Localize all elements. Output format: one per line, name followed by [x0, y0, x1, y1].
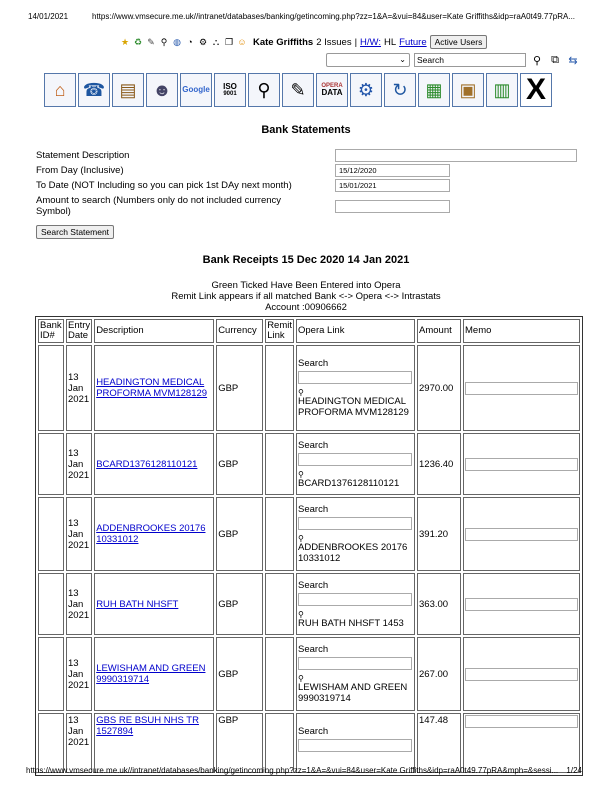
cell-bank-id: [38, 637, 64, 711]
future-link[interactable]: Future: [399, 36, 427, 48]
iso-icon[interactable]: [214, 73, 246, 107]
close-icon[interactable]: X: [520, 73, 552, 107]
users-icon[interactable]: ☻: [146, 73, 178, 107]
cell-amount: 2970.00: [417, 345, 461, 431]
cell-remit: [265, 637, 294, 711]
statement-form: [36, 148, 581, 219]
opera-search-input[interactable]: [298, 593, 412, 606]
opera-search-label: Search: [298, 439, 329, 451]
smiley-icon[interactable]: ☺: [237, 37, 247, 47]
opera-search-label: Search: [298, 644, 329, 655]
cell-memo: [463, 345, 580, 431]
magnifier-icon[interactable]: ⚲: [160, 37, 168, 47]
cabinet-icon[interactable]: ▤: [112, 73, 144, 107]
header-remit-link: Remit Link: [267, 320, 292, 341]
table-row: [38, 433, 580, 495]
cell-bank-id: [38, 433, 64, 495]
description-link[interactable]: BCARD1376128110121: [96, 458, 198, 470]
print-footer: [26, 766, 582, 778]
cell-opera: [296, 637, 415, 711]
opera-search-label: Search: [298, 504, 329, 515]
opera-match: LEWISHAM AND GREEN 9990319714: [298, 682, 408, 704]
amount-label: Amount to search (Numbers only do not included currency Symbol): [36, 195, 282, 217]
cell-amount: 391.20: [417, 497, 461, 571]
logout-icon[interactable]: ⇆: [568, 54, 578, 67]
cell-memo: [463, 713, 580, 773]
to-date-input[interactable]: 15/01/2021: [335, 179, 450, 192]
opera-search-label: Search: [298, 726, 329, 737]
cell-opera: [296, 433, 415, 495]
opera-match: ADDENBROOKES 20176 10331012: [298, 542, 408, 564]
refresh-icon[interactable]: ↻: [384, 73, 416, 107]
cell-amount: 267.00: [417, 637, 461, 711]
from-date-input[interactable]: 15/12/2020: [335, 164, 450, 177]
cell-bank-id: [38, 345, 64, 431]
opera-match: RUH BATH NHSFT 1453: [298, 617, 404, 629]
cell-opera: [296, 713, 415, 773]
notes: [0, 280, 612, 313]
opera-match: HEADINGTON MEDICAL PROFORMA MVM128129: [298, 396, 409, 418]
chip-icon[interactable]: ⚙: [198, 37, 208, 47]
search-big-icon[interactable]: ⚲: [248, 73, 280, 107]
cell-description: [94, 497, 214, 571]
search-statement-button[interactable]: Search Statement: [36, 225, 114, 239]
cell-description: [94, 433, 214, 495]
memo-input[interactable]: [465, 715, 578, 728]
table-row: [38, 637, 580, 711]
cell-entry-date: 13 Jan 2021: [66, 433, 92, 495]
opera-line1: OPERA: [321, 83, 343, 89]
cell-amount: 1236.40: [417, 433, 461, 495]
cell-description: [94, 345, 214, 431]
box-icon[interactable]: ▣: [452, 73, 484, 107]
header-opera-link: Opera Link: [296, 319, 415, 343]
table-row: [38, 345, 580, 431]
memo-input[interactable]: [465, 458, 578, 471]
from-label: From Day (Inclusive): [36, 165, 124, 176]
separator: |: [354, 36, 358, 48]
desc-input[interactable]: [335, 149, 577, 162]
iso-line1: ISO: [223, 82, 237, 91]
table-row: [38, 497, 580, 571]
table-row: [38, 713, 580, 773]
pin-icon[interactable]: ✎: [147, 37, 155, 47]
opera-search-input[interactable]: [298, 657, 412, 670]
globe-icon[interactable]: ◍: [173, 37, 181, 47]
hw-link[interactable]: H/W:: [360, 36, 381, 48]
cell-remit: [265, 713, 294, 773]
cell-memo: [463, 433, 580, 495]
active-users-button[interactable]: Active Users: [430, 35, 488, 49]
page-number: 1/24: [566, 766, 582, 775]
search-icon[interactable]: ⚲: [532, 54, 542, 67]
cell-entry-date: 13 Jan 2021: [66, 637, 92, 711]
opera-line2: DATA: [321, 88, 343, 97]
iso-line2: 9001: [223, 91, 237, 97]
memo-input[interactable]: [465, 598, 578, 611]
document-icon[interactable]: ✎: [282, 73, 314, 107]
timer-icon[interactable]: ◔: [187, 37, 193, 47]
user-name: Kate Griffiths: [253, 36, 314, 48]
cell-entry-date: 13 Jan 2021: [66, 345, 92, 431]
cell-opera: [296, 497, 415, 571]
opera-search-label: Search: [298, 579, 329, 591]
cell-entry-date: 13 Jan 2021: [66, 713, 92, 773]
cell-currency: GBP: [216, 433, 263, 495]
header-amount: Amount: [417, 319, 461, 343]
print-date: 14/01/2021: [28, 12, 69, 21]
header-bank-id: Bank ID#: [38, 319, 64, 343]
google-icon[interactable]: Google: [180, 73, 212, 107]
note-green: Green Ticked Have Been Entered into Opera: [211, 280, 401, 291]
cell-amount: 147.48: [417, 713, 461, 773]
header-entry-date: Entry Date: [68, 320, 91, 341]
cell-currency: GBP: [216, 497, 263, 571]
print-url: https://www.vmsecure.me.uk//intranet/databases/banking/getincoming.php?zz=1&A=&vui=84&user=Kate Griffiths&idp=raA0t49.77pRA...: [92, 12, 576, 21]
magnifier-icon[interactable]: ⚲: [298, 388, 304, 397]
book-icon[interactable]: ▥: [486, 73, 518, 107]
cell-opera: [296, 345, 415, 431]
description-link[interactable]: LEWISHAM AND GREEN 9990319714: [96, 663, 206, 685]
cell-remit: [265, 433, 294, 495]
star-icon[interactable]: ★: [120, 37, 130, 47]
receipts-table: [35, 316, 583, 776]
opera-search-input[interactable]: [298, 517, 412, 530]
cell-currency: GBP: [216, 637, 263, 711]
description-link[interactable]: ADDENBROOKES 20176 10331012: [96, 523, 206, 545]
cell-description: [94, 573, 214, 635]
module-select[interactable]: [326, 53, 410, 67]
chevron-down-icon: ⌄: [399, 55, 406, 64]
search-input[interactable]: Search: [414, 53, 526, 67]
table-row: [38, 573, 580, 635]
description-link[interactable]: GBS RE BSUH NHS TR 1527894: [96, 715, 199, 737]
toolbar-row: [326, 52, 580, 68]
memo-input[interactable]: [465, 382, 578, 395]
cell-description: [94, 713, 214, 773]
desc-label: Statement Description: [36, 150, 130, 161]
description-link[interactable]: HEADINGTON MEDICAL PROFORMA MVM128129: [96, 377, 208, 399]
cell-memo: [463, 497, 580, 571]
memo-input[interactable]: [465, 528, 578, 541]
cell-bank-id: [38, 713, 64, 773]
cell-bank-id: [38, 573, 64, 635]
hl-label: HL: [383, 36, 397, 48]
magnifier-icon[interactable]: ⚲: [298, 609, 304, 619]
opera-search-input[interactable]: [298, 453, 412, 466]
amount-input[interactable]: [335, 200, 450, 213]
issues-count[interactable]: 2 Issues: [316, 36, 352, 48]
opera-search-input[interactable]: [298, 371, 412, 384]
print-footer-url: https://www.vmsecure.me.uk//intranet/databases/banking/getincoming.php?zz=1&A=&vui=84&user=Kate Griffiths&idp=raA0t49.77pRA&mph=&sessi...: [26, 766, 559, 775]
recycle-icon[interactable]: ♻: [133, 37, 143, 47]
home-icon[interactable]: ⌂: [44, 73, 76, 107]
cell-memo: [463, 573, 580, 635]
cell-remit: [265, 345, 294, 431]
cell-memo: [463, 637, 580, 711]
opera-data-icon[interactable]: [316, 73, 348, 107]
user-bar: [120, 34, 487, 50]
note-remit: Remit Link appears if all matched Bank <-> Opera <-> Intrastats: [171, 291, 441, 302]
external-link-icon[interactable]: ⧉: [551, 53, 559, 66]
cell-opera: [296, 573, 415, 635]
description-link[interactable]: RUH BATH NHSFT: [96, 598, 179, 610]
print-header: [28, 12, 582, 24]
cell-remit: [265, 573, 294, 635]
header-currency: Currency: [216, 319, 263, 343]
module-toolbar: [44, 73, 552, 107]
copy-icon[interactable]: ❐: [224, 37, 234, 47]
header-memo: Memo: [463, 319, 580, 343]
to-label: To Date (NOT Including so you can pick 1st DAy next month): [36, 180, 292, 191]
opera-search-input[interactable]: [298, 739, 412, 752]
cell-currency: GBP: [216, 573, 263, 635]
cell-remit: [265, 497, 294, 571]
note-account: Account :00906662: [265, 302, 347, 313]
memo-input[interactable]: [465, 668, 578, 681]
cell-entry-date: 13 Jan 2021: [66, 573, 92, 635]
cell-bank-id: [38, 497, 64, 571]
receipts-title: Bank Receipts 15 Dec 2020 14 Jan 2021: [202, 254, 410, 266]
chart-icon[interactable]: ▦: [418, 73, 450, 107]
magnifier-icon[interactable]: ⚲: [298, 469, 304, 479]
phone-icon[interactable]: ☎: [78, 73, 110, 107]
table-header-row: [38, 319, 580, 343]
gears-icon[interactable]: ⚙: [350, 73, 382, 107]
cell-currency: GBP: [216, 345, 263, 431]
cell-entry-date: 13 Jan 2021: [66, 497, 92, 571]
header-description: Description: [94, 319, 214, 343]
opera-search-label: Search: [298, 358, 329, 369]
page-title: Bank Statements: [261, 124, 351, 136]
cell-currency: GBP: [216, 713, 263, 773]
opera-match: BCARD1376128110121: [298, 477, 400, 489]
cell-description: [94, 637, 214, 711]
cell-amount: 363.00: [417, 573, 461, 635]
network-icon[interactable]: ⛬: [212, 37, 220, 47]
magnifier-icon[interactable]: ⚲: [298, 674, 304, 683]
magnifier-icon[interactable]: ⚲: [298, 534, 304, 543]
